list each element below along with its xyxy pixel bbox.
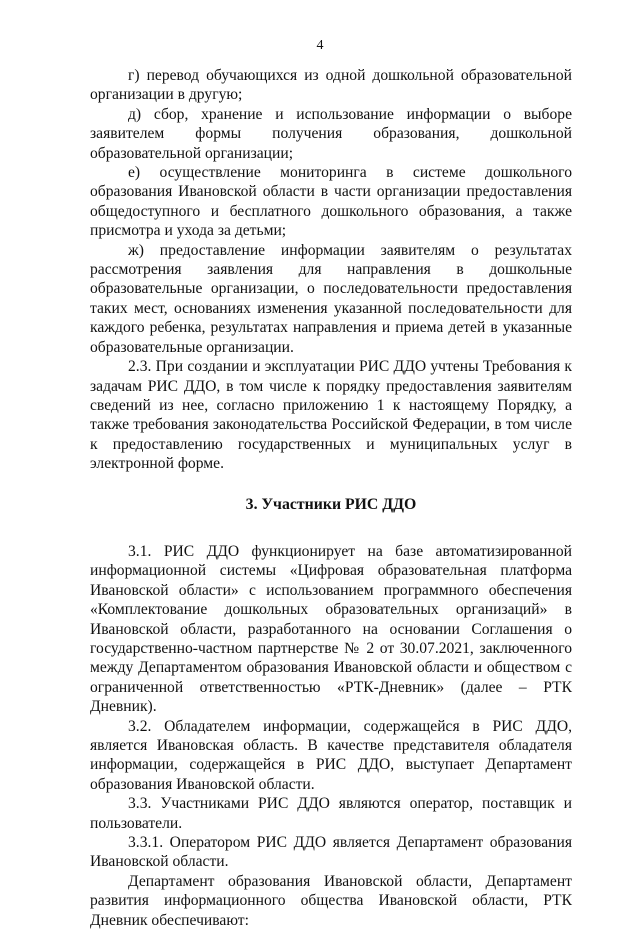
paragraph-2-3: 2.3. При создании и эксплуатации РИС ДДО учтены Требования к задачам РИС ДДО, в том числе к порядку предоставления заявителям сведений из нее, согласно приложению 1 к настоящему Порядку, а также требования законодательства Российской Федерации, в том числе к предоставлению государственных и муниципальных услуг в электронной форме. xyxy=(90,358,572,473)
section-heading: 3. Участники РИС ДДО xyxy=(245,495,417,513)
paragraph-3-2: 3.2. Обладателем информации, содержащейся в РИС ДДО, является Ивановская область. В качестве представителя обладателя информации, содержащейся в РИС ДДО, выступает Департамент образования Ивановской области. xyxy=(90,717,572,793)
page-number: 4 xyxy=(316,38,324,53)
list-item-g: г) перевод обучающихся из одной дошкольной образовательной организации в другую; xyxy=(90,67,572,104)
paragraph-3-3: 3.3. Участниками РИС ДДО являются оператор, поставщик и пользователи. xyxy=(90,795,572,832)
list-item-zh: ж) предоставление информации заявителям о результатах рассмотрения заявления для направления в дошкольные образовательные организации, о последовательности предоставления таких мест, основаниях изменения указанной последовательности для каждого ребенка, результатах направления и приема детей в указанные образовательные организации. xyxy=(90,241,572,356)
list-item-d: д) сбор, хранение и использование информации о выборе заявителем формы получения образования, дошкольной образовательной организации; xyxy=(90,105,572,162)
paragraph-departments: Департамент образования Ивановской области, Департамент развития информационного общества Ивановской области, РТК Дневник обеспечивают: xyxy=(90,872,572,929)
paragraph-3-1: 3.1. РИС ДДО функционирует на базе автоматизированной информационной системы «Цифровая образовательная платформа Ивановской области» с использованием программного обеспечения «Комплектование дошкольных образовательных организаций» в Ивановской области, разработанного на основании Соглашения о государственно-частном партнерстве № 2 от 30.07.2021, заключенного между Департаментом образования Ивановской области и обществом с ограниченной ответственностью «РТК-Дневник» (далее – РТК Дневник). xyxy=(90,542,572,716)
document-body xyxy=(90,66,572,930)
paragraph-3-3-1: 3.3.1. Оператором РИС ДДО является Департамент образования Ивановской области. xyxy=(90,834,572,871)
list-item-e: е) осуществление мониторинга в системе дошкольного образования Ивановской области в части организации предоставления общедоступного и бесплатного дошкольного образования, а также присмотра и ухода за детьми; xyxy=(90,164,572,240)
